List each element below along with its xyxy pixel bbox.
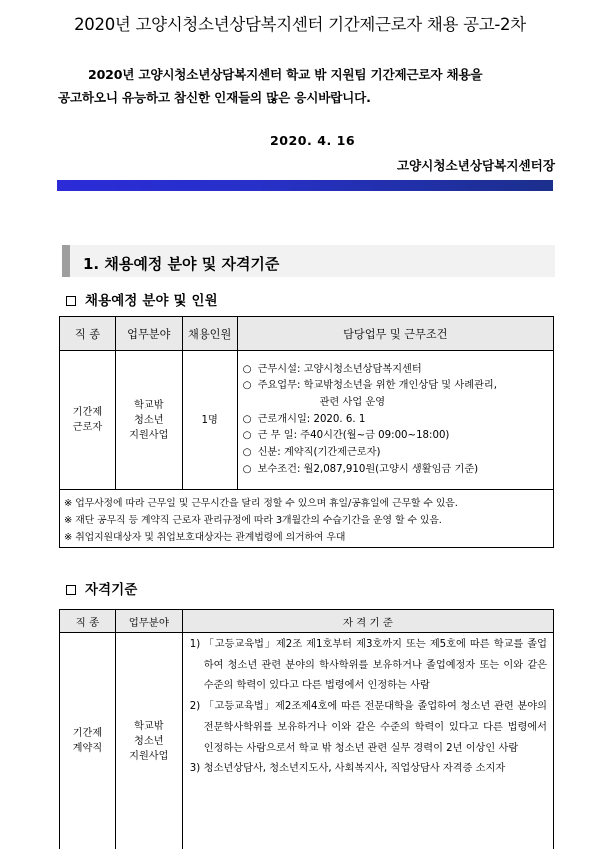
list-item: 1) 「고등교육법」제2조 제1호부터 제3호까지 또는 제5호에 따른 학교를 졸업하여 청소년 관련 분야의 학사학위를 보유하거나 졸업예정자 또는 이와 같은 수준의 학력이 있다고 다른 법령에서 인정하는 사람	[189, 639, 547, 692]
intro-line-2: 공고하오니 유능하고 참신한 인재들의 많은 응시바랍니다.	[58, 90, 371, 105]
header-field: 업무분야	[115, 317, 182, 351]
count-cell: 1명	[182, 351, 237, 490]
section-header-bar	[62, 245, 70, 277]
note-line: ※ 업무사정에 따라 근무일 및 근무시간을 달리 정할 수 있으며 휴일/공휴일에 근무할 수 있음.	[64, 498, 458, 509]
section-title: 1. 채용예정 분야 및 자격기준	[83, 255, 280, 273]
header-criteria: 자 격 기 준	[182, 610, 553, 633]
qualification-table	[59, 609, 554, 849]
header-duties: 담당업무 및 근무조건	[237, 317, 553, 351]
header-job-type: 직 종	[60, 317, 116, 351]
duties-list	[238, 362, 553, 479]
header-divider	[57, 180, 553, 191]
checkbox-bullet-icon	[66, 585, 76, 595]
criteria-cell	[182, 633, 553, 849]
announcement-date: 2020. 4. 16	[270, 133, 356, 148]
criteria-list	[183, 633, 553, 780]
recruitment-subheading: 채용예정 분야 및 인원	[66, 290, 218, 309]
intro-line-1: 2020년 고양시청소년상담복지센터 학교 밖 지원팀 기간제근로자 채용을	[88, 67, 483, 82]
header-job-type: 직 종	[60, 610, 116, 633]
list-item: ○ 근로개시일: 2020. 6. 1	[243, 412, 553, 429]
list-item: 3) 청소년상담사, 청소년지도사, 사회복지사, 직업상담사 자격증 소지자	[189, 763, 506, 775]
field-cell: 학교밖 청소년 지원사업	[115, 633, 182, 849]
list-item: ○ 보수조건: 월2,087,910원(고양시 생활임금 기준)	[243, 462, 553, 479]
qualification-subheading: 자격기준	[66, 579, 138, 598]
list-item: ○ 신분: 계약직(기간제근로자)	[243, 445, 553, 462]
job-type-cell: 기간제 근로자	[60, 351, 116, 490]
note-line: ※ 취업지원대상자 및 취업보호대상자는 관계법령에 의거하여 우대	[64, 532, 346, 543]
recruitment-table	[59, 316, 554, 548]
notes-cell	[60, 490, 554, 548]
issuer-name: 고양시청소년상담복지센터장	[396, 158, 555, 173]
intro-paragraph	[58, 63, 558, 109]
document-title: 2020년 고양시청소년상담복지센터 기간제근로자 채용 공고-2차	[74, 15, 526, 34]
list-item: ○ 근 무 일: 주40시간(월~금 09:00~18:00)	[243, 428, 553, 445]
list-item: ○ 근무시설: 고양시청소년상담복지센터	[243, 362, 553, 379]
list-item: 2) 「고등교육법」제2조제4호에 따른 전문대학을 졸업하여 청소년 관련 분야의 전문학사학위를 보유하거나 이와 같은 수준의 학력이 있다고 다른 법령에서 인정하는 사람으로서 학교 밖 청소년 관련 실무 경력이 2년 이상인 사람	[189, 701, 547, 754]
field-cell: 학교밖 청소년 지원사업	[115, 351, 182, 490]
section-header	[62, 245, 555, 277]
list-item: ○ 주요업무: 학교밖청소년을 위한 개인상담 및 사례관리, 관련 사업 운영	[243, 378, 553, 411]
checkbox-bullet-icon	[66, 296, 76, 306]
duties-cell	[237, 351, 553, 490]
header-field: 업무분야	[115, 610, 182, 633]
header-count: 채용인원	[182, 317, 237, 351]
job-type-cell: 기간제 계약직	[60, 633, 116, 849]
note-line: ※ 재단 공무직 등 계약직 근로자 관리규정에 따라 3개월간의 수습기간을 운영 할 수 있음.	[64, 515, 442, 526]
